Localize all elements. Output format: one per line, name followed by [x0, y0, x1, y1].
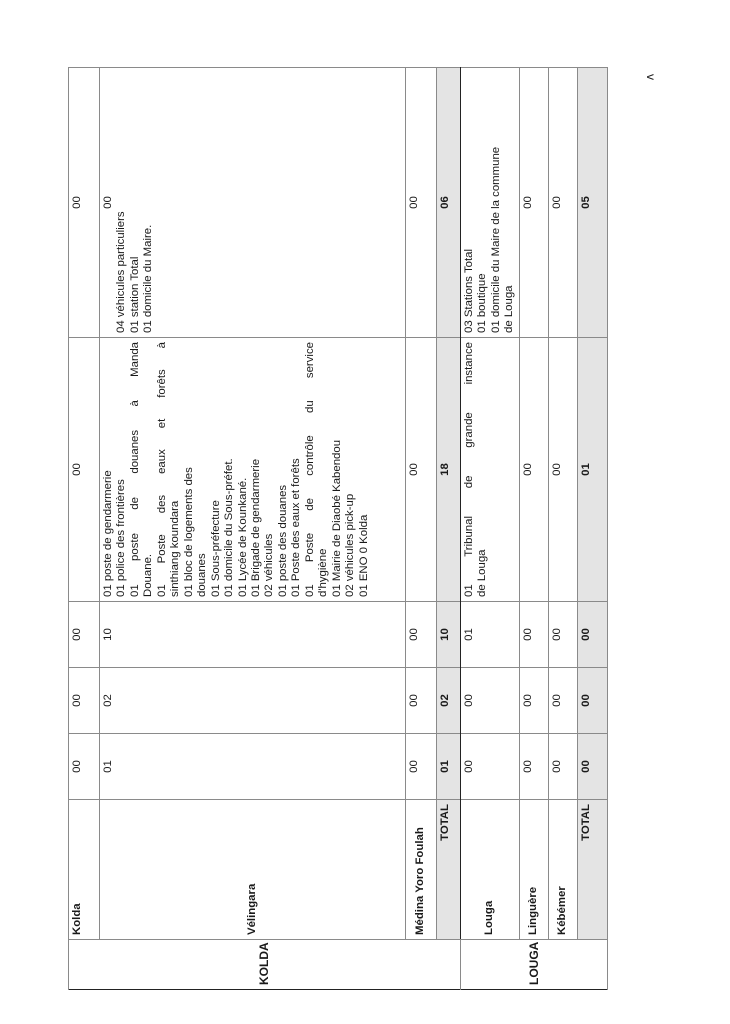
total-label: TOTAL [577, 800, 607, 940]
total-value: 00 [577, 734, 607, 800]
list-cell [100, 68, 406, 338]
value-cell: 01 [100, 734, 406, 800]
department-cell: Linguère [519, 800, 548, 940]
table-row [548, 68, 577, 990]
cell-line: 01 domicile du Maire de la commune [489, 146, 502, 333]
total-row [577, 68, 607, 990]
total-value: 00 [577, 602, 607, 668]
list-cell [69, 338, 100, 602]
cell-line: 02 véhicules [263, 533, 276, 597]
total-value: 05 [577, 68, 607, 338]
total-value: 06 [437, 68, 461, 338]
cell-line: 00 [521, 196, 534, 209]
list-cell [69, 68, 100, 338]
region-cell-louga: LOUGA [461, 940, 608, 990]
cell-line: 01 ENO 0 Kolda [357, 514, 370, 597]
cell-line: 01 station Total [128, 256, 141, 333]
cell-line: sinthiang koundara [169, 500, 182, 597]
list-cell [100, 338, 406, 602]
cell-line: 01 poste de douanes à Manda [128, 342, 141, 597]
cell-line: 01 poste de gendarmerie [102, 470, 114, 597]
cell-line: 00 [521, 463, 534, 476]
total-value: 10 [437, 602, 461, 668]
cell-line: 01 Poste de contrôle du service [303, 342, 316, 597]
table-stage [68, 68, 606, 990]
cell-line: douanes [196, 553, 209, 597]
cell-line: 01 Brigade de gendarmerie [249, 458, 262, 597]
table-row [461, 68, 520, 990]
list-cell [406, 68, 437, 338]
value-cell: 00 [406, 668, 437, 734]
cell-line: 01 Tribunal de grande instance [463, 342, 475, 597]
list-cell [519, 68, 548, 338]
cell-line: de Louga [503, 285, 516, 333]
value-cell: 00 [406, 734, 437, 800]
value-cell: 00 [69, 668, 100, 734]
cell-line: 01 bloc de logements des [182, 467, 195, 597]
value-cell: 00 [519, 668, 548, 734]
cell-line: de Louga [476, 549, 489, 597]
rotated-table-wrapper [68, 68, 606, 990]
value-cell: 00 [69, 734, 100, 800]
cell-line: Douane. [142, 553, 155, 597]
value-cell: 00 [69, 602, 100, 668]
department-cell: Kolda [69, 800, 100, 940]
cell-line: 01 domicile du Maire. [142, 224, 155, 333]
total-value: 00 [577, 668, 607, 734]
cell-line: 00 [550, 463, 563, 476]
damage-inventory-table [68, 67, 608, 990]
cell-line: 00 [408, 463, 420, 476]
cell-line: 01 police des frontières [115, 479, 128, 597]
cell-line: 00 [71, 463, 83, 476]
cell-line: 01 Poste des eaux et forêts à [155, 342, 168, 597]
total-value: 01 [437, 734, 461, 800]
region-cell-kolda: KOLDA [69, 940, 461, 990]
value-cell: 00 [548, 668, 577, 734]
department-cell: Vélingara [100, 800, 406, 940]
cell-line: 03 Stations Total [463, 248, 475, 333]
page-number: v [644, 74, 658, 80]
cell-line: 01 boutique [476, 273, 489, 333]
value-cell: 00 [548, 734, 577, 800]
department-cell: Kébémer [548, 800, 577, 940]
value-cell: 00 [548, 602, 577, 668]
value-cell: 00 [406, 602, 437, 668]
list-cell [519, 338, 548, 602]
value-cell: 00 [519, 602, 548, 668]
value-cell: 02 [100, 668, 406, 734]
list-cell [406, 338, 437, 602]
cell-line: 00 [71, 196, 83, 209]
table-row [69, 68, 100, 990]
table-row [100, 68, 406, 990]
cell-line: d'hygiène [317, 548, 330, 597]
cell-line: 04 véhicules particuliers [115, 211, 128, 333]
cell-line: 01 Lycée de Kounkané. [236, 477, 249, 597]
cell-line: 01 Sous-préfecture [209, 500, 222, 597]
total-value: 18 [437, 338, 461, 602]
list-cell [548, 68, 577, 338]
total-value: 02 [437, 668, 461, 734]
table-row [406, 68, 437, 990]
list-cell [461, 68, 520, 338]
department-cell: Médina Yoro Foulah [406, 800, 437, 940]
table-row [519, 68, 548, 990]
list-cell [548, 338, 577, 602]
cell-line: 02 véhicules pick-up [344, 493, 357, 597]
total-value: 01 [577, 338, 607, 602]
department-cell: Louga [461, 800, 520, 940]
value-cell: 00 [461, 734, 520, 800]
cell-line: 01 Mairie de Diaobé Kabendou [330, 439, 343, 597]
total-row [437, 68, 461, 990]
list-cell [461, 338, 520, 602]
cell-line: 01 Poste des eaux et forêts [290, 458, 303, 597]
value-cell: 00 [519, 734, 548, 800]
total-label: TOTAL [437, 800, 461, 940]
cell-line: 01 domicile du Sous-préfet. [223, 458, 236, 597]
value-cell: 01 [461, 602, 520, 668]
cell-line: 00 [550, 196, 563, 209]
cell-line: 00 [408, 196, 420, 209]
value-cell: 00 [461, 668, 520, 734]
cell-line: 00 [102, 196, 114, 209]
cell-line: 01 poste des douanes [276, 484, 289, 597]
value-cell: 10 [100, 602, 406, 668]
